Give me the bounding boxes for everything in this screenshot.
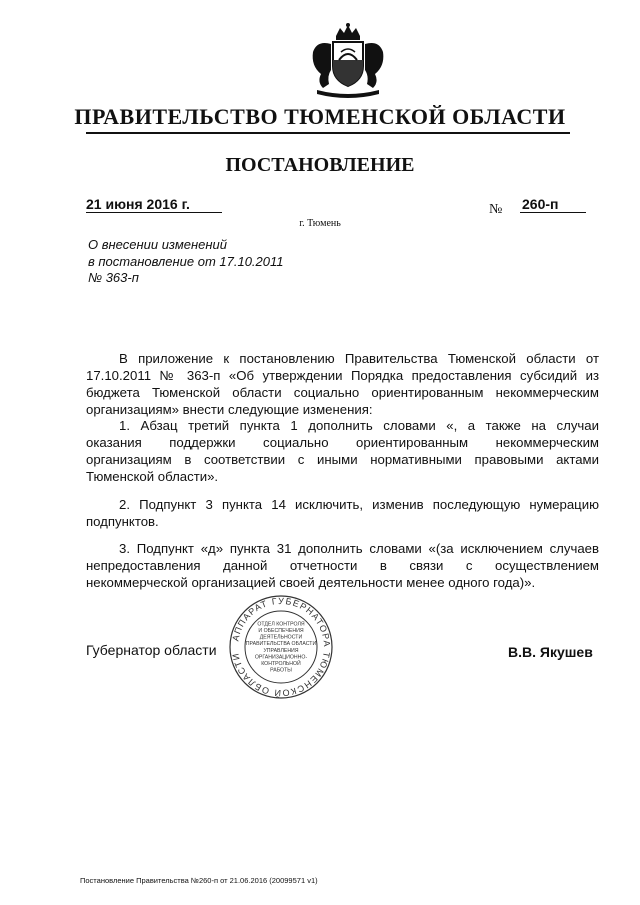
document-type-heading: ПОСТАНОВЛЕНИЕ: [225, 154, 415, 176]
stamp-inner-line: ДЕЯТЕЛЬНОСТИ: [259, 634, 303, 641]
stamp-inner-line: РАБОТЫ: [270, 667, 292, 674]
stamp-outer-text: АППАРАТ ГУБЕРНАТОРА ТЮМЕНСКОЙ ОБЛАСТИ: [230, 595, 333, 699]
item-3-paragraph: [86, 540, 599, 591]
paragraph-line: организациям в соответствии с иными нормативными правовыми актами: [86, 452, 599, 467]
paragraph-line: бюджета Тюменской области социально ориентированным некоммерческим: [86, 385, 599, 400]
stamp-inner-line: ПРАВИТЕЛЬСТВА ОБЛАСТИ: [245, 641, 317, 648]
signatory-role: Губернатор области: [86, 642, 217, 658]
number-underline: [520, 212, 586, 213]
signatory-name: В.В. Якушев: [508, 644, 593, 660]
subject-line: в постановление от 17.10.2011: [88, 253, 284, 269]
official-stamp-icon: [228, 594, 334, 700]
paragraph-line: 17.10.2011 № 363-п «Об утверждении Порядка предоставления субсидий из: [86, 368, 599, 383]
stamp-inner-line: КОНТРОЛЬНОЙ: [261, 661, 301, 667]
document-number: 260-п: [522, 196, 559, 212]
paragraph-line: непредоставления данной отчетности в связи с осуществлением: [86, 558, 599, 573]
stamp-inner-line: ОРГАНИЗАЦИОННО-: [254, 654, 308, 661]
document-date: 21 июня 2016 г.: [86, 196, 190, 212]
title-divider: [86, 132, 570, 134]
item-2-paragraph: [86, 496, 599, 530]
paragraph-line: некоммерческой организацией своей деятельности менее одного года)».: [86, 575, 536, 590]
government-title: ПРАВИТЕЛЬСТВО ТЮМЕНСКОЙ ОБЛАСТИ: [74, 104, 566, 129]
subject-line: О внесении изменений: [88, 237, 227, 252]
stamp-inner-line: ОТДЕЛ КОНТРОЛЯ: [257, 621, 305, 628]
paragraph-line: организациям» внести следующие изменения:: [86, 402, 373, 417]
paragraph-line: В приложение к постановлению Правительства Тюменской области от: [119, 351, 599, 366]
city-line: г. Тюмень: [299, 218, 341, 229]
intro-paragraph: [86, 350, 599, 418]
item-1-paragraph: [86, 417, 599, 485]
paragraph-line: 2. Подпункт 3 пункта 14 исключить, изменив последующую нумерацию: [119, 497, 599, 512]
paragraph-line: Тюменской области».: [86, 469, 219, 484]
stamp-inner-line: И ОБЕСПЕЧЕНИЯ: [258, 628, 304, 634]
footer-reference: Постановление Правительства №260-п от 21.06.2016 (20099571 v1): [80, 876, 318, 885]
document-subject: [88, 237, 284, 287]
paragraph-line: оказания поддержки социально ориентированным некоммерческим: [86, 435, 599, 450]
subject-line: № 363-п: [88, 270, 139, 285]
paragraph-line: 1. Абзац третий пункта 1 дополнить словами «, а также на случаи: [119, 418, 599, 433]
paragraph-line: 3. Подпункт «д» пункта 31 дополнить словами «(за исключением случаев: [119, 541, 599, 556]
stamp-inner-line: УПРАВЛЕНИЯ: [263, 647, 299, 654]
paragraph-line: подпунктов.: [86, 514, 159, 529]
date-underline: [86, 212, 222, 213]
number-label: №: [489, 202, 503, 217]
coat-of-arms-icon: [303, 22, 393, 98]
